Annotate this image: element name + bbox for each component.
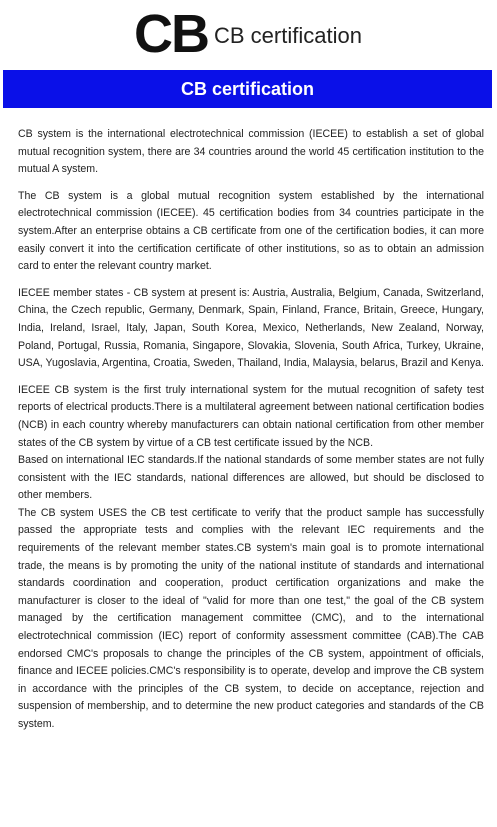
- paragraph-mutual-recognition: IECEE CB system is the first truly international system for the mutual recognition of safety test reports of electrical products.There is a multilateral agreement between national certification bodies (NCB) in each country whereby manufacturers can obtain national certification from other member states of the CB system by virtue of a CB test certificate issued by the NCB.: [18, 383, 484, 449]
- paragraph-member-states: IECEE member states - CB system at present is: Austria, Australia, Belgium, Canada, Switzerland, China, the Czech republic, Germany, Denmark, Spain, Finland, France, Britain, Greece, Hungary, India, Ireland, Israel, Italy, Japan, South Korea, Mexico, Netherlands, New Zealand, Norway, Poland, Portugal, Russia, Romania, Singapore, Slovakia, Slovenia, South Africa, Turkey, Ukraine, USA, Yugoslavia, Argentina, Croatia, Sweden, Thailand, India, Malaysia, belarus, Brazil and Kenya.: [18, 286, 485, 370]
- page-header: [0, 0, 497, 66]
- header-subtitle: CB certification: [214, 23, 362, 48]
- paragraph-cb-test-certificate: The CB system USES the CB test certificate to verify that the product sample has successfully passed the appropriate tests and complies with the relevant IEC requirements and the requirements of the relevant member states.CB system's main goal is to promote international trade, the means is by promoting the unity of the national institute of standards and international standards coordination and cooperation, product certification organizations and make the manufacturer is closer to the ideal of "valid for more than one test," the goal of the CB system managed by the certification management committee (CMC), and to the international electrotechnical commission (IEC) report of conformity assessment committee (CAB).The CAB endorsed CMC's proposals to change the principles of the CB system, appointment of officials, finance and IECEE policies.CMC's responsibility is to operate, develop and improve the CB system in accordance with the principles of the CB system, to decide on acceptance, rejection and suspension of membership, and to determine the new product categories and standards of the CB system.: [18, 506, 484, 730]
- cb-logo: CB: [134, 4, 208, 64]
- article-body: [18, 126, 484, 734]
- paragraph-iec-standards: Based on international IEC standards.If the national standards of some member states are not fully consistent with the IEC standards, national differences are allowed, but should be disclosed to other members.: [18, 454, 484, 502]
- paragraph-intro: CB system is the international electrotechnical commission (IECEE) to establish a set of global mutual recognition system, there are 34 countries around the world 45 certification institution to the mutual A system.: [18, 128, 484, 176]
- section-title-banner: CB certification: [3, 70, 492, 108]
- paragraph-global-system: The CB system is a global mutual recognition system established by the international electrotechnical commission (IECEE). 45 certification bodies from 34 countries participate in the system.After an enterprise obtains a CB certificate from one of the certification bodies, it can more easily convert it into the certification certificate of other institutions, so as to obtain an admission card to enter the relevant country market.: [18, 189, 484, 273]
